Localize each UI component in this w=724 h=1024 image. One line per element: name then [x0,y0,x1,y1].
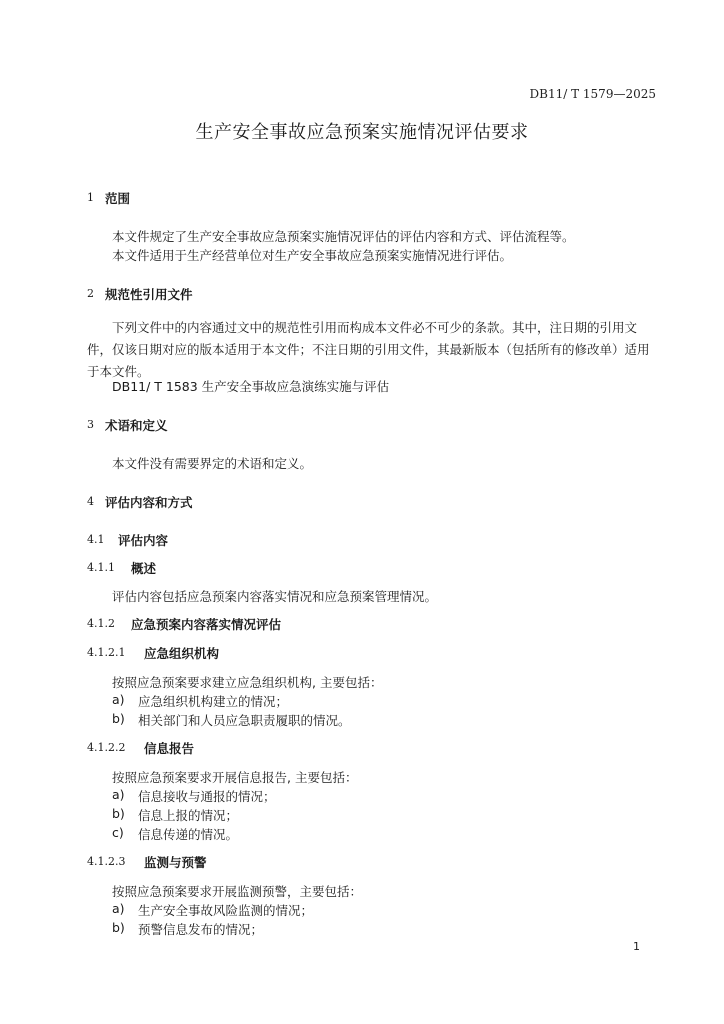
section-title: 监测与预警 [144,855,207,870]
section-number: 4.1.2 [87,617,115,630]
paragraph: 按照应急预案要求建立应急组织机构, 主要包括： [112,675,383,690]
list-item: 相关部门和人员应急职责履职的情况。 [138,713,351,728]
section-title: 评估内容 [118,533,169,548]
paragraph: 按照应急预案要求开展信息报告, 主要包括： [112,770,358,785]
list-item: 信息传递的情况。 [138,827,239,842]
section-number: 2 [87,287,94,300]
list-item-label: b) [112,806,125,821]
paragraph: 本文件适用于生产经营单位对生产安全事故应急预案实施情况进行评估。 [112,248,513,263]
list-item-label: a) [112,901,125,916]
standard-code: DB11/ T 1579—2025 [529,87,656,101]
section-title: 范围 [105,191,131,206]
list-item: 生产安全事故风险监测的情况； [138,903,314,918]
list-item: 信息接收与通报的情况； [138,789,276,804]
paragraph: 评估内容包括应急预案内容落实情况和应急预案管理情况。 [112,589,438,604]
section-number: 4.1 [87,533,105,546]
section-title: 规范性引用文件 [105,287,193,302]
section-number: 1 [87,191,94,204]
list-item: 信息上报的情况； [138,808,239,823]
paragraph: 下列文件中的内容通过文中的规范性引用而构成本文件必不可少的条款。其中，注日期的引用文件，仅该日期对应的版本适用于本文件；不注日期的引用文件，其最新版本（包括所有的修改单）适用于本文件。 [87,320,650,379]
section-number: 4.1.1 [87,561,115,574]
paragraph: 本文件规定了生产安全事故应急预案实施情况评估的评估内容和方式、评估流程等。 [112,229,575,244]
section-number: 4.1.2.2 [87,741,126,754]
section-title: 术语和定义 [105,418,168,433]
list-item-label: c) [112,825,124,840]
list-item-label: b) [112,920,125,935]
normative-reference: DB11/ T 1583 生产安全事故应急演练实施与评估 [112,379,390,394]
list-item-label: a) [112,787,125,802]
section-title: 信息报告 [144,741,195,756]
list-item-label: a) [112,692,125,707]
paragraph: 本文件没有需要界定的术语和定义。 [112,456,313,471]
section-number: 4.1.2.1 [87,646,126,659]
section-number: 3 [87,418,94,431]
document-title: 生产安全事故应急预案实施情况评估要求 [195,122,529,143]
list-item: 预警信息发布的情况； [138,922,264,937]
list-item-label: b) [112,711,125,726]
section-number: 4.1.2.3 [87,855,126,868]
section-title: 概述 [131,561,157,576]
section-title: 应急预案内容落实情况评估 [131,617,282,632]
section-title: 评估内容和方式 [105,495,193,510]
section-number: 4 [87,495,94,508]
page-number: 1 [633,940,640,953]
list-item: 应急组织机构建立的情况； [138,694,289,709]
paragraph: 按照应急预案要求开展监测预警，主要包括： [112,884,363,899]
section-title: 应急组织机构 [144,646,220,661]
